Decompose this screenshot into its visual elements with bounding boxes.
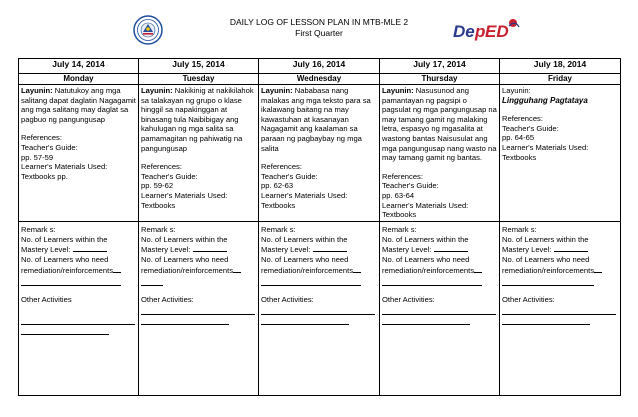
remarks-cell-tuesday <box>139 221 259 395</box>
references-label: References: <box>382 171 423 181</box>
learners-materials-value: Textbooks <box>141 200 176 210</box>
date-header-wednesday: July 16, 2014 <box>259 59 380 74</box>
activities-blank-line[interactable] <box>141 305 255 315</box>
learners-materials-value: Textbooks pp. <box>21 171 68 181</box>
svg-text:ED: ED <box>485 22 509 41</box>
objective-text: Layunin: Nakikinig at nakikilahok sa talakayan ng grupo o klase hinggil sa napakinggan at binasang tula Naibibigay ang kahulugan ng mga salita sa pamamagitan ng pahiwatig na pangungusap <box>141 86 254 153</box>
mastery-level-field[interactable]: Mastery Level: <box>502 245 618 255</box>
other-activities-label: Other Activities: <box>382 294 435 304</box>
document-subtitle: First Quarter <box>295 28 343 38</box>
remediation-field[interactable]: remediation/reinforcements <box>382 266 497 276</box>
activities-blank-line[interactable] <box>261 305 375 315</box>
activities-blank-line[interactable] <box>502 305 616 315</box>
learners-within-label: No. of Learners within the <box>141 234 228 244</box>
mastery-level-field[interactable]: Mastery Level: <box>141 245 256 255</box>
lesson-cell-tuesday <box>139 85 259 222</box>
day-header-friday: Friday <box>500 74 621 85</box>
remarks-label: Remark s: <box>141 224 176 234</box>
learners-need-label: No. of Learners who need <box>261 255 349 265</box>
teachers-guide-label: Teacher's Guide: <box>21 142 78 152</box>
remarks-label: Remark s: <box>502 224 537 234</box>
objective-label: Layunin: <box>502 86 531 95</box>
learners-materials-label: Learner's Materials Used: <box>502 142 589 152</box>
other-activities-label: Other Activities: <box>141 294 194 304</box>
date-header-thursday: July 17, 2014 <box>380 59 500 74</box>
objective-label: Layunin: <box>261 86 293 95</box>
learners-need-label: No. of Learners who need <box>141 255 229 265</box>
objective-text: Lingguhang Pagtataya <box>502 95 588 105</box>
learners-materials-value: Textbooks <box>382 210 417 220</box>
date-header-friday: July 18, 2014 <box>500 59 621 74</box>
learners-within-label: No. of Learners within the <box>502 234 589 244</box>
other-activities-label: Other Activities <box>21 294 72 304</box>
lesson-cell-thursday <box>380 85 500 222</box>
activities-blank-line[interactable] <box>21 325 109 335</box>
other-activities-label: Other Activities: <box>502 294 555 304</box>
svg-text:De: De <box>453 22 475 41</box>
activities-blank-line[interactable] <box>382 315 470 325</box>
learners-materials-label: Learner's Materials Used: <box>141 190 228 200</box>
lesson-cell-friday <box>500 85 621 222</box>
teachers-guide-pages: pp. 59-62 <box>141 181 174 191</box>
objective-text: Layunin: Nasusunod ang pamantayan ng pagsipi o pagsulat ng mga pangungusap na may tamang gamit ng malaking letra, espasyo ng mgasalita at wastong bantas Naisusulat ang mga pangungusap nang wasto na may tamang gamit ng bantas. <box>382 86 497 163</box>
teachers-guide-pages: pp. 64-65 <box>502 133 535 143</box>
lesson-cell-monday <box>19 85 139 222</box>
deped-logo-icon <box>451 17 523 43</box>
day-header-monday: Monday <box>19 74 139 85</box>
mastery-level-field[interactable]: Mastery Level: <box>261 245 377 255</box>
activities-blank-line[interactable] <box>261 315 349 325</box>
learners-within-label: No. of Learners within the <box>21 234 108 244</box>
teachers-guide-label: Teacher's Guide: <box>261 171 318 181</box>
svg-text:p: p <box>475 22 486 41</box>
references-label: References: <box>21 133 62 143</box>
learners-materials-label: Learner's Materials Used: <box>382 200 469 210</box>
lesson-log-table <box>18 58 621 396</box>
remarks-label: Remark s: <box>21 224 56 234</box>
learners-materials-value: Textbooks <box>502 152 537 162</box>
teachers-guide-label: Teacher's Guide: <box>382 181 439 191</box>
remediation-field[interactable]: remediation/reinforcements <box>21 266 136 276</box>
references-label: References: <box>502 114 543 124</box>
teachers-guide-label: Teacher's Guide: <box>502 123 559 133</box>
references-label: References: <box>141 162 182 172</box>
learners-need-label: No. of Learners who need <box>21 255 109 265</box>
day-header-wednesday: Wednesday <box>259 74 380 85</box>
activities-blank-line[interactable] <box>21 315 135 325</box>
learners-materials-label: Learner's Materials Used: <box>21 162 108 172</box>
document-title: DAILY LOG OF LESSON PLAN IN MTB-MLE 2 <box>229 17 409 27</box>
learners-materials-label: Learner's Materials Used: <box>261 190 348 200</box>
day-header-thursday: Thursday <box>380 74 500 85</box>
learners-need-label: No. of Learners who need <box>502 255 590 265</box>
remarks-label: Remark s: <box>382 224 417 234</box>
remarks-cell-monday <box>19 221 139 395</box>
teachers-guide-pages: pp. 62-63 <box>261 181 294 191</box>
activities-blank-line[interactable] <box>141 315 229 325</box>
lesson-cell-wednesday <box>259 85 380 222</box>
other-activities-label: Other Activities: <box>261 294 314 304</box>
learners-materials-value: Textbooks <box>261 200 296 210</box>
day-header-tuesday: Tuesday <box>139 74 259 85</box>
document-header <box>0 0 638 56</box>
remarks-cell-thursday <box>380 221 500 395</box>
date-header-monday: July 14, 2014 <box>19 59 139 74</box>
remediation-field[interactable]: remediation/reinforcements <box>502 266 618 276</box>
mastery-level-field[interactable]: Mastery Level: <box>382 245 497 255</box>
remediation-blank-line[interactable] <box>382 276 482 286</box>
activities-blank-line[interactable] <box>382 305 496 315</box>
remediation-field[interactable]: remediation/reinforcements <box>261 266 377 276</box>
remediation-blank-line[interactable] <box>141 276 163 286</box>
remediation-blank-line[interactable] <box>502 276 594 286</box>
mastery-level-field[interactable]: Mastery Level: <box>21 245 136 255</box>
remediation-blank-line[interactable] <box>21 276 121 286</box>
objective-text: Layunin: Natutukoy ang mga salitang dapat daglatin Nagagamit ang mga salitang may daglat sa pagbuo ng pangungusap <box>21 86 136 124</box>
remarks-cell-friday <box>500 221 621 395</box>
remarks-cell-wednesday <box>259 221 380 395</box>
activities-blank-line[interactable] <box>502 315 590 325</box>
remediation-field[interactable]: remediation/reinforcements <box>141 266 256 276</box>
remarks-label: Remark s: <box>261 224 296 234</box>
objective-text: Layunin: Nababasa nang malakas ang mga teksto para sa ikalawang baitang na may kawastuhan at kasanayan Nagagamit ang kaalaman sa paraan ng pagbaybay ng mga salita <box>261 86 371 153</box>
objective-label: Layunin: <box>382 86 414 95</box>
learners-need-label: No. of Learners who need <box>382 255 470 265</box>
teachers-guide-pages: pp. 57-59 <box>21 152 54 162</box>
remediation-blank-line[interactable] <box>261 276 361 286</box>
objective-label: Layunin: <box>21 86 53 95</box>
learners-within-label: No. of Learners within the <box>261 234 348 244</box>
teachers-guide-pages: pp. 63-64 <box>382 190 415 200</box>
date-header-tuesday: July 15, 2014 <box>139 59 259 74</box>
teachers-guide-label: Teacher's Guide: <box>141 171 198 181</box>
learners-within-label: No. of Learners within the <box>382 234 469 244</box>
objective-label: Layunin: <box>141 86 173 95</box>
references-label: References: <box>261 162 302 172</box>
